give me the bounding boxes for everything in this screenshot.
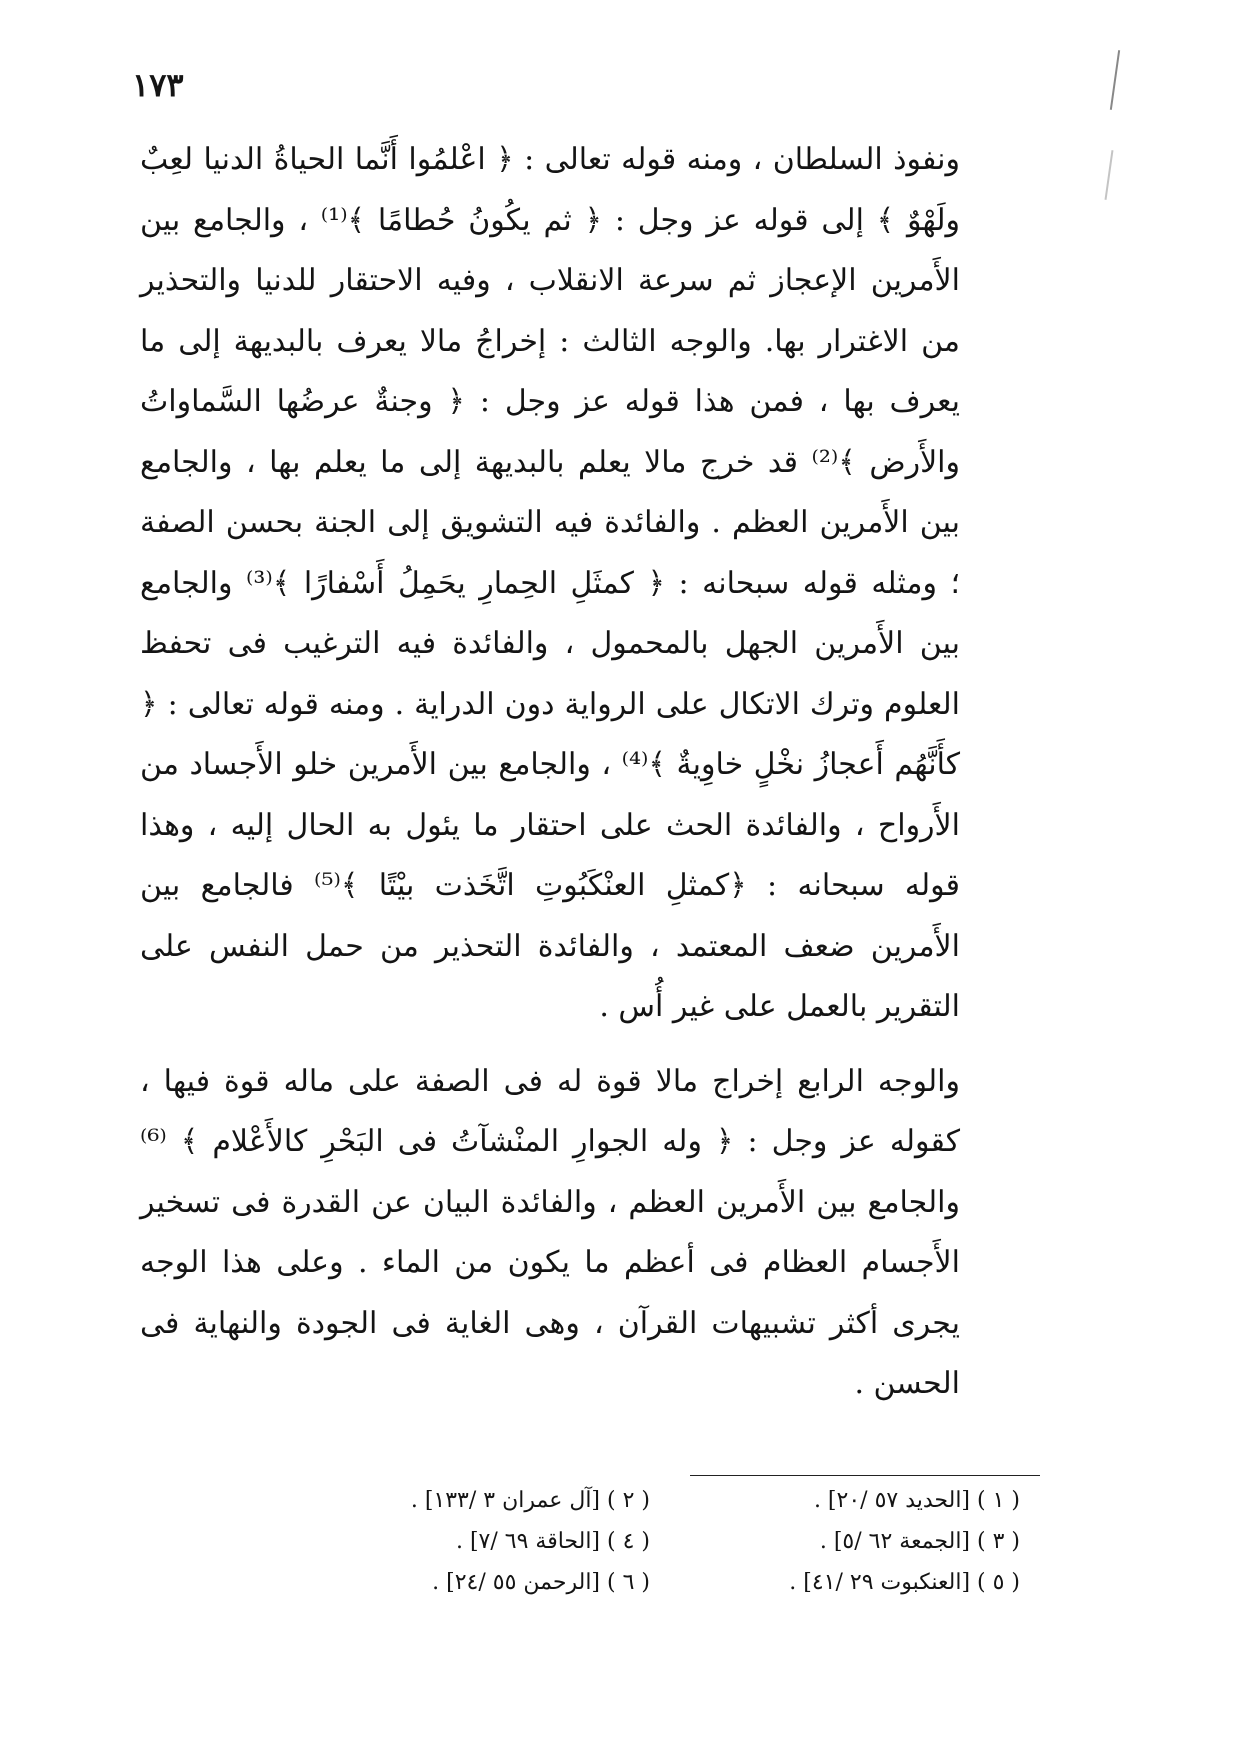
margin-pen-mark bbox=[1110, 50, 1120, 110]
main-text bbox=[140, 130, 960, 1415]
footnotes bbox=[320, 1480, 1020, 1603]
footnote-1: ( ١ ) [الحديد ٥٧ /٢٠] . bbox=[813, 1488, 1020, 1513]
footnote-separator bbox=[690, 1475, 1040, 1476]
footnote-6: ( ٦ ) [الرحمن ٥٥ /٢٤] . bbox=[432, 1570, 650, 1595]
paragraph: ونفوذ السلطان ، ومنه قوله تعالى : ﴿ اعْلمُوا أَنَّما الحياةُ الدنيا لعِبٌ ولَهْوٌ ﴾ إلى قوله عز وجل : ﴿ ثم يكُونُ حُطامًا ﴾⁽¹⁾ ، والجامع بين الأَمرين الإعجاز ثم سرعة الانقلاب ، وفيه الاحتقار للدنيا والتحذير من الاغترار بها. والوجه الثالث : إخراجُ مالا يعرف بالبديهة إلى ما يعرف بها ، فمن هذا قوله عز وجل : ﴿ وجنةٌ عرضُها السَّماواتُ والأَرض ﴾⁽²⁾ قد خرج مالا يعلم بالبديهة إلى ما يعلم بها ، والجامع بين الأَمرين العظم . والفائدة فيه التشويق إلى الجنة بحسن الصفة ؛ ومثله قوله سبحانه : ﴿ كمثَلِ الحِمارِ يحَمِلُ أَسْفارًا ﴾⁽³⁾ والجامع بين الأَمرين الجهل بالمحمول ، والفائدة فيه الترغيب فى تحفظ العلوم وترك الاتكال على الرواية دون الدراية . ومنه قوله تعالى : ﴿ كأَنَّهُم أَعجازُ نخْلٍ خاوِيةٌ ﴾⁽⁴⁾ ، والجامع بين الأَمرين خلو الأَجساد من الأَرواح ، والفائدة الحث على احتقار ما يئول به الحال إليه ، وهذا قوله سبحانه : ﴿كمثلِ العنْكَبُوتِ اتَّخَذت بيْتًا ﴾⁽⁵⁾ فالجامع بين الأَمرين ضعف المعتمد ، والفائدة التحذير من حمل النفس على التقرير بالعمل على غير أُس . bbox=[140, 142, 961, 1024]
footnote-2: ( ٢ ) [آل عمران ٣ /١٣٣] . bbox=[410, 1488, 650, 1513]
page-number: ١٧٣ bbox=[132, 66, 184, 104]
footnote-4: ( ٤ ) [الحاقة ٦٩ /٧] . bbox=[455, 1529, 650, 1554]
paragraph: والوجه الرابع إخراج مالا قوة له فى الصفة على ماله قوة فيها ، كقوله عز وجل : ﴿ وله الجوارِ المنْشآتُ فى البَحْرِ كالأَعْلام ﴾ ⁽⁶⁾ والجامع بين الأَمرين العظم ، والفائدة البيان عن القدرة فى تسخير الأَجسام العظام فى أعظم ما يكون من الماء . وعلى هذا الوجه يجرى أكثر تشبيهات القرآن ، وهى الغاية فى الجودة والنهاية فى الحسن . bbox=[140, 1063, 960, 1401]
footnote-3: ( ٣ ) [الجمعة ٦٢ /٥] . bbox=[819, 1529, 1020, 1554]
margin-pen-mark-faint bbox=[1105, 150, 1114, 200]
footnote-5: ( ٥ ) [العنكبوت ٢٩ /٤١] . bbox=[789, 1570, 1020, 1595]
